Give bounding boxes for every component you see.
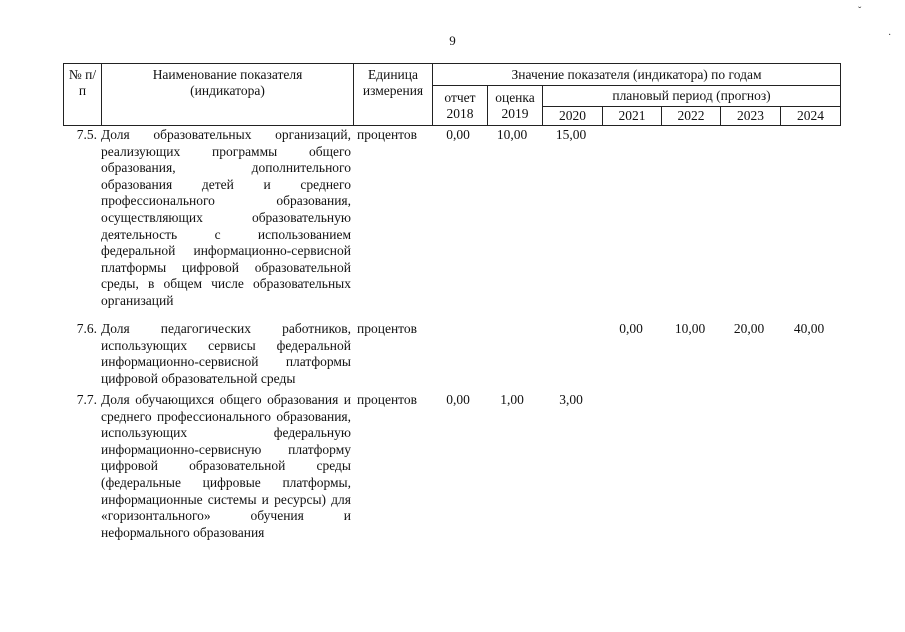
value-2020: 15,00 <box>555 127 587 142</box>
scan-speck: · <box>888 30 892 41</box>
table-header <box>63 63 841 126</box>
header-values-title: Значение показателя (индикатора) по годам <box>433 64 841 86</box>
indicator-name: Доля образовательных организаций, реализующих программы общего образования, дополнительного образования детей и среднего профессионального образования, осуществляющих образовательную деятельность с использованием федеральной информационно-сервисной платформы цифровой образовательной среды, в общем числе образовательных организаций <box>101 127 351 308</box>
row-number: 7.6. <box>76 321 97 336</box>
scan-speck: ˇ <box>858 6 862 17</box>
header-year-2023: 2023 <box>721 107 781 126</box>
value-2022: 10,00 <box>674 321 706 336</box>
indicator-name: Доля педагогических работников, использующих сервисы федеральной информационно-сервисной платформы цифровой образовательной среды <box>101 321 351 386</box>
row-number: 7.5. <box>76 127 97 142</box>
header-name: Наименование показателя (индикатора) <box>102 64 354 126</box>
header-year-2020: 2020 <box>543 107 603 126</box>
header-year-2018: 2018 <box>446 105 474 121</box>
value-2018: 0,00 <box>446 127 470 142</box>
header-num: № п/п <box>64 64 102 126</box>
value-2018: 0,00 <box>446 392 470 407</box>
header-year-2019: 2019 <box>501 105 529 121</box>
header-year-2022: 2022 <box>662 107 721 126</box>
value-2019: 10,00 <box>496 127 528 142</box>
value-2020: 3,00 <box>559 392 583 407</box>
unit: процентов <box>357 321 418 336</box>
value-2024: 40,00 <box>793 321 825 336</box>
page-number: 9 <box>449 33 456 48</box>
header-year-2024: 2024 <box>781 107 841 126</box>
unit: процентов <box>357 392 418 407</box>
header-plan: плановый период (прогноз) <box>543 86 841 107</box>
header-report: отчет <box>444 89 476 105</box>
value-2023: 20,00 <box>733 321 765 336</box>
value-2021: 0,00 <box>619 321 643 336</box>
row-number: 7.7. <box>76 392 97 407</box>
header-unit: Единица измерения <box>354 64 433 126</box>
value-2019: 1,00 <box>500 392 524 407</box>
header-estimate: оценка <box>495 89 535 105</box>
header-year-2021: 2021 <box>603 107 662 126</box>
indicator-name: Доля обучающихся общего образования и среднего профессионального образования, использующих федеральную информационно-сервисную платформу цифровой образовательной среды (федеральные цифровые платформы, информационные системы и ресурсы) для «горизонтального» обучения и неформального образования <box>101 392 351 540</box>
unit: процентов <box>357 127 418 142</box>
